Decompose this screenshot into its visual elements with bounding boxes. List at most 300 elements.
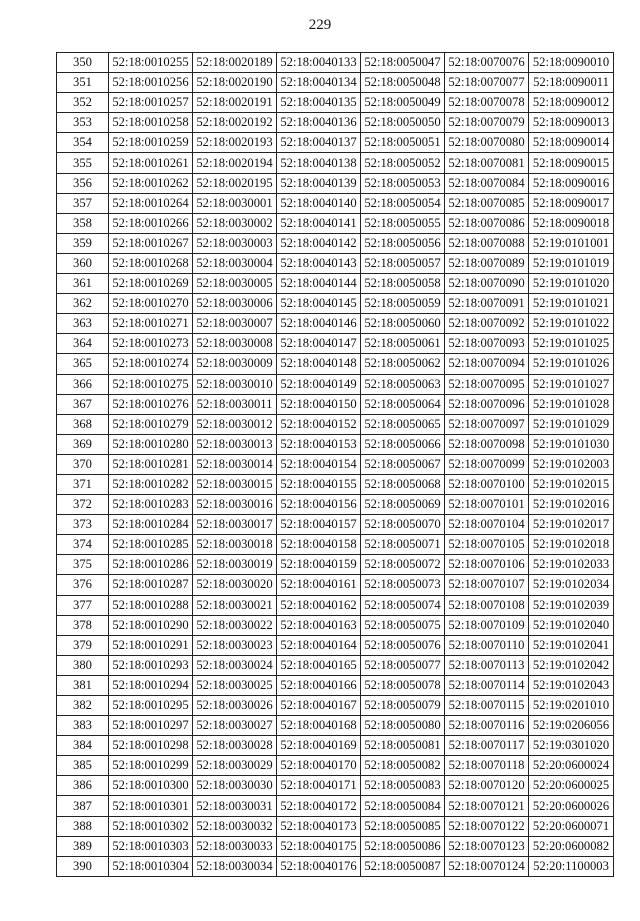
- cadastral-number-cell: 52:18:0030031: [193, 796, 277, 816]
- cadastral-number-cell: 52:18:0030014: [193, 454, 277, 474]
- cadastral-number-cell: 52:18:0030026: [193, 696, 277, 716]
- cadastral-number-cell: 52:18:0030033: [193, 836, 277, 856]
- cadastral-number-cell: 52:18:0040142: [277, 233, 361, 253]
- cadastral-number-cell: 52:18:0070113: [445, 655, 529, 675]
- page-number: 229: [308, 17, 332, 33]
- cadastral-number-cell: 52:18:0010267: [109, 233, 193, 253]
- cadastral-number-cell: 52:18:0070089: [445, 253, 529, 273]
- cadastral-number-cell: 52:18:0010293: [109, 655, 193, 675]
- cadastral-number-cell: 52:18:0070101: [445, 495, 529, 515]
- cadastral-number-cell: 52:18:0040138: [277, 153, 361, 173]
- table-row: [57, 354, 614, 374]
- cadastral-number-cell: 52:18:0040169: [277, 736, 361, 756]
- cadastral-number-cell: 52:18:0010290: [109, 615, 193, 635]
- cadastral-number-cell: 52:18:0010280: [109, 434, 193, 454]
- row-number-cell: 370: [57, 454, 109, 474]
- cadastral-number-cell: 52:18:0050059: [361, 294, 445, 314]
- row-number-cell: 350: [57, 53, 109, 73]
- table-row: [57, 736, 614, 756]
- cadastral-number-cell: 52:18:0050066: [361, 434, 445, 454]
- row-number-cell: 365: [57, 354, 109, 374]
- row-number-cell: 357: [57, 193, 109, 213]
- cadastral-number-cell: 52:18:0010302: [109, 816, 193, 836]
- row-number-cell: 366: [57, 374, 109, 394]
- cadastral-number-cell: 52:19:0101026: [529, 354, 614, 374]
- cadastral-number-cell: 52:18:0050060: [361, 314, 445, 334]
- cadastral-number-cell: 52:18:0070086: [445, 213, 529, 233]
- cadastral-number-cell: 52:18:0040176: [277, 856, 361, 876]
- cadastral-number-cell: 52:18:0020192: [193, 113, 277, 133]
- cadastral-number-cell: 52:18:0050067: [361, 454, 445, 474]
- cadastral-number-cell: 52:18:0070099: [445, 454, 529, 474]
- row-number-cell: 383: [57, 716, 109, 736]
- cadastral-number-cell: 52:18:0010259: [109, 133, 193, 153]
- cadastral-number-cell: 52:18:0040147: [277, 334, 361, 354]
- cadastral-number-cell: 52:18:0040161: [277, 575, 361, 595]
- cadastral-number-cell: 52:18:0010273: [109, 334, 193, 354]
- row-number-cell: 361: [57, 274, 109, 294]
- table-row: [57, 535, 614, 555]
- cadastral-number-cell: 52:20:0600071: [529, 816, 614, 836]
- cadastral-number-cell: 52:18:0050080: [361, 716, 445, 736]
- cadastral-number-cell: 52:18:0010262: [109, 173, 193, 193]
- row-number-cell: 351: [57, 73, 109, 93]
- row-number-cell: 378: [57, 615, 109, 635]
- cadastral-number-cell: 52:20:0600025: [529, 776, 614, 796]
- table-row: [57, 153, 614, 173]
- cadastral-number-cell: 52:18:0030030: [193, 776, 277, 796]
- cadastral-number-cell: 52:18:0070116: [445, 716, 529, 736]
- cadastral-number-cell: 52:18:0030017: [193, 515, 277, 535]
- cadastral-number-cell: 52:18:0040141: [277, 213, 361, 233]
- cadastral-number-cell: 52:18:0030001: [193, 193, 277, 213]
- cadastral-number-cell: 52:18:0020193: [193, 133, 277, 153]
- cadastral-number-cell: 52:18:0040140: [277, 193, 361, 213]
- row-number-cell: 354: [57, 133, 109, 153]
- cadastral-number-cell: 52:18:0070110: [445, 635, 529, 655]
- table-row: [57, 675, 614, 695]
- cadastral-number-cell: 52:18:0070124: [445, 856, 529, 876]
- cadastral-number-cell: 52:19:0102033: [529, 555, 614, 575]
- cadastral-number-cell: 52:18:0020194: [193, 153, 277, 173]
- row-number-cell: 381: [57, 675, 109, 695]
- cadastral-number-cell: 52:18:0010275: [109, 374, 193, 394]
- row-number-cell: 376: [57, 575, 109, 595]
- row-number-cell: 379: [57, 635, 109, 655]
- cadastral-number-cell: 52:18:0050054: [361, 193, 445, 213]
- cadastral-number-cell: 52:20:0600026: [529, 796, 614, 816]
- cadastral-number-cell: 52:18:0040145: [277, 294, 361, 314]
- cadastral-number-cell: 52:18:0070094: [445, 354, 529, 374]
- table-row: [57, 334, 614, 354]
- cadastral-number-cell: 52:18:0070108: [445, 595, 529, 615]
- cadastral-number-cell: 52:18:0050057: [361, 253, 445, 273]
- cadastral-number-cell: 52:18:0030015: [193, 474, 277, 494]
- table-row: [57, 836, 614, 856]
- cadastral-number-cell: 52:18:0010282: [109, 474, 193, 494]
- cadastral-number-cell: 52:18:0020195: [193, 173, 277, 193]
- table-row: [57, 495, 614, 515]
- cadastral-number-cell: 52:18:0090018: [529, 213, 614, 233]
- cadastral-number-cell: 52:18:0070114: [445, 675, 529, 695]
- table-row: [57, 796, 614, 816]
- cadastral-number-cell: 52:18:0030028: [193, 736, 277, 756]
- cadastral-number-cell: 52:18:0010294: [109, 675, 193, 695]
- cadastral-number-cell: 52:18:0030018: [193, 535, 277, 555]
- cadastral-number-cell: 52:18:0040158: [277, 535, 361, 555]
- cadastral-number-cell: 52:18:0040144: [277, 274, 361, 294]
- cadastral-number-cell: 52:18:0030004: [193, 253, 277, 273]
- cadastral-number-cell: 52:18:0050068: [361, 474, 445, 494]
- table-row: [57, 595, 614, 615]
- table-row: [57, 374, 614, 394]
- cadastral-number-cell: 52:18:0050062: [361, 354, 445, 374]
- cadastral-number-cell: 52:18:0040162: [277, 595, 361, 615]
- cadastral-number-cell: 52:20:1100003: [529, 856, 614, 876]
- cadastral-number-cell: 52:18:0040165: [277, 655, 361, 675]
- cadastral-number-cell: 52:18:0050084: [361, 796, 445, 816]
- cadastral-number-cell: 52:18:0030008: [193, 334, 277, 354]
- cadastral-number-cell: 52:18:0010304: [109, 856, 193, 876]
- cadastral-number-cell: 52:18:0070118: [445, 756, 529, 776]
- cadastral-number-cell: 52:18:0020191: [193, 93, 277, 113]
- cadastral-number-cell: 52:18:0030029: [193, 756, 277, 776]
- cadastral-number-cell: 52:18:0070100: [445, 474, 529, 494]
- cadastral-number-cell: 52:18:0050064: [361, 394, 445, 414]
- cadastral-number-cell: 52:18:0090016: [529, 173, 614, 193]
- table-row: [57, 73, 614, 93]
- cadastral-number-cell: 52:18:0040150: [277, 394, 361, 414]
- table-row: [57, 274, 614, 294]
- cadastral-number-cell: 52:18:0030027: [193, 716, 277, 736]
- cadastral-number-cell: 52:18:0050075: [361, 615, 445, 635]
- table-row: [57, 655, 614, 675]
- cadastral-number-cell: 52:18:0010303: [109, 836, 193, 856]
- cadastral-number-cell: 52:18:0030020: [193, 575, 277, 595]
- cadastral-number-cell: 52:18:0030019: [193, 555, 277, 575]
- cadastral-number-cell: 52:18:0050074: [361, 595, 445, 615]
- cadastral-number-cell: 52:18:0070090: [445, 274, 529, 294]
- cadastral-number-cell: 52:18:0030024: [193, 655, 277, 675]
- cadastral-number-cell: 52:19:0102015: [529, 474, 614, 494]
- cadastral-number-cell: 52:18:0090011: [529, 73, 614, 93]
- cadastral-number-cell: 52:18:0030007: [193, 314, 277, 334]
- table-row: [57, 856, 614, 876]
- table-row: [57, 53, 614, 73]
- cadastral-number-cell: 52:18:0030022: [193, 615, 277, 635]
- cadastral-number-cell: 52:18:0050073: [361, 575, 445, 595]
- cadastral-number-cell: 52:18:0010295: [109, 696, 193, 716]
- cadastral-number-cell: 52:18:0050081: [361, 736, 445, 756]
- cadastral-number-cell: 52:20:0600082: [529, 836, 614, 856]
- cadastral-number-cell: 52:18:0030006: [193, 294, 277, 314]
- cadastral-number-cell: 52:18:0040157: [277, 515, 361, 535]
- cadastral-number-cell: 52:18:0070095: [445, 374, 529, 394]
- cadastral-number-cell: 52:18:0040168: [277, 716, 361, 736]
- cadastral-number-cell: 52:18:0040167: [277, 696, 361, 716]
- cadastral-number-cell: 52:18:0030032: [193, 816, 277, 836]
- row-number-cell: 371: [57, 474, 109, 494]
- cadastral-number-cell: 52:18:0050082: [361, 756, 445, 776]
- cadastral-number-cell: 52:18:0050061: [361, 334, 445, 354]
- table-row: [57, 414, 614, 434]
- cadastral-number-cell: 52:18:0030025: [193, 675, 277, 695]
- cadastral-number-cell: 52:18:0070085: [445, 193, 529, 213]
- cadastral-number-cell: 52:18:0070079: [445, 113, 529, 133]
- cadastral-number-cell: 52:18:0040155: [277, 474, 361, 494]
- table-row: [57, 515, 614, 535]
- cadastral-number-cell: 52:18:0040156: [277, 495, 361, 515]
- cadastral-number-cell: 52:18:0070120: [445, 776, 529, 796]
- cadastral-number-cell: 52:19:0101021: [529, 294, 614, 314]
- table-row: [57, 434, 614, 454]
- cadastral-number-cell: 52:19:0102017: [529, 515, 614, 535]
- cadastral-number-cell: 52:18:0070123: [445, 836, 529, 856]
- cadastral-number-cell: 52:18:0040163: [277, 615, 361, 635]
- cadastral-number-cell: 52:18:0010266: [109, 213, 193, 233]
- cadastral-number-cell: 52:18:0040139: [277, 173, 361, 193]
- cadastral-table: [56, 52, 614, 877]
- row-number-cell: 355: [57, 153, 109, 173]
- row-number-cell: 362: [57, 294, 109, 314]
- cadastral-number-cell: 52:18:0050058: [361, 274, 445, 294]
- cadastral-number-cell: 52:18:0050086: [361, 836, 445, 856]
- row-number-cell: 359: [57, 233, 109, 253]
- cadastral-number-cell: 52:18:0010269: [109, 274, 193, 294]
- cadastral-number-cell: 52:18:0070093: [445, 334, 529, 354]
- cadastral-number-cell: 52:18:0050071: [361, 535, 445, 555]
- cadastral-number-cell: 52:18:0050065: [361, 414, 445, 434]
- row-number-cell: 384: [57, 736, 109, 756]
- row-number-cell: 367: [57, 394, 109, 414]
- cadastral-number-cell: 52:18:0010297: [109, 716, 193, 736]
- cadastral-number-cell: 52:18:0010299: [109, 756, 193, 776]
- cadastral-number-cell: 52:19:0102041: [529, 635, 614, 655]
- cadastral-number-cell: 52:18:0040137: [277, 133, 361, 153]
- cadastral-number-cell: 52:18:0010287: [109, 575, 193, 595]
- cadastral-number-cell: 52:19:0101028: [529, 394, 614, 414]
- row-number-cell: 352: [57, 93, 109, 113]
- cadastral-number-cell: 52:19:0101020: [529, 274, 614, 294]
- cadastral-number-cell: 52:18:0040134: [277, 73, 361, 93]
- table-row: [57, 555, 614, 575]
- cadastral-number-cell: 52:18:0070077: [445, 73, 529, 93]
- cadastral-number-cell: 52:18:0040159: [277, 555, 361, 575]
- row-number-cell: 374: [57, 535, 109, 555]
- table-row: [57, 696, 614, 716]
- row-number-cell: 356: [57, 173, 109, 193]
- cadastral-number-cell: 52:18:0040154: [277, 454, 361, 474]
- cadastral-number-cell: 52:19:0102016: [529, 495, 614, 515]
- cadastral-number-cell: 52:18:0090014: [529, 133, 614, 153]
- cadastral-number-cell: 52:19:0101030: [529, 434, 614, 454]
- cadastral-number-cell: 52:18:0010286: [109, 555, 193, 575]
- cadastral-number-cell: 52:18:0010270: [109, 294, 193, 314]
- cadastral-number-cell: 52:18:0030002: [193, 213, 277, 233]
- cadastral-number-cell: 52:18:0050077: [361, 655, 445, 675]
- cadastral-number-cell: 52:18:0010288: [109, 595, 193, 615]
- cadastral-number-cell: 52:18:0040153: [277, 434, 361, 454]
- cadastral-number-cell: 52:18:0040166: [277, 675, 361, 695]
- cadastral-number-cell: 52:18:0040175: [277, 836, 361, 856]
- cadastral-number-cell: 52:18:0030011: [193, 394, 277, 414]
- cadastral-number-cell: 52:18:0070076: [445, 53, 529, 73]
- cadastral-number-cell: 52:19:0201010: [529, 696, 614, 716]
- cadastral-number-cell: 52:18:0090012: [529, 93, 614, 113]
- cadastral-number-cell: 52:18:0040164: [277, 635, 361, 655]
- row-number-cell: 387: [57, 796, 109, 816]
- cadastral-number-cell: 52:18:0040146: [277, 314, 361, 334]
- cadastral-number-cell: 52:18:0090015: [529, 153, 614, 173]
- cadastral-number-cell: 52:18:0050078: [361, 675, 445, 695]
- row-number-cell: 360: [57, 253, 109, 273]
- cadastral-number-cell: 52:18:0050076: [361, 635, 445, 655]
- row-number-cell: 388: [57, 816, 109, 836]
- cadastral-number-cell: 52:18:0030021: [193, 595, 277, 615]
- cadastral-number-cell: 52:18:0040148: [277, 354, 361, 374]
- cadastral-number-cell: 52:18:0040171: [277, 776, 361, 796]
- cadastral-number-cell: 52:18:0070092: [445, 314, 529, 334]
- cadastral-number-cell: 52:19:0102003: [529, 454, 614, 474]
- row-number-cell: 364: [57, 334, 109, 354]
- table-row: [57, 454, 614, 474]
- cadastral-number-cell: 52:18:0010276: [109, 394, 193, 414]
- cadastral-number-cell: 52:18:0010271: [109, 314, 193, 334]
- cadastral-number-cell: 52:19:0102034: [529, 575, 614, 595]
- cadastral-number-cell: 52:18:0010279: [109, 414, 193, 434]
- cadastral-number-cell: 52:18:0050085: [361, 816, 445, 836]
- cadastral-number-cell: 52:19:0102043: [529, 675, 614, 695]
- cadastral-number-cell: 52:18:0070122: [445, 816, 529, 836]
- cadastral-number-cell: 52:18:0050087: [361, 856, 445, 876]
- cadastral-number-cell: 52:18:0090017: [529, 193, 614, 213]
- row-number-cell: 363: [57, 314, 109, 334]
- cadastral-number-cell: 52:18:0050056: [361, 233, 445, 253]
- cadastral-number-cell: 52:18:0010255: [109, 53, 193, 73]
- cadastral-number-cell: 52:19:0102018: [529, 535, 614, 555]
- cadastral-number-cell: 52:19:0102040: [529, 615, 614, 635]
- cadastral-number-cell: 52:18:0030016: [193, 495, 277, 515]
- cadastral-number-cell: 52:18:0010285: [109, 535, 193, 555]
- table-row: [57, 474, 614, 494]
- row-number-cell: 372: [57, 495, 109, 515]
- cadastral-number-cell: 52:18:0010281: [109, 454, 193, 474]
- cadastral-number-cell: 52:18:0040133: [277, 53, 361, 73]
- row-number-cell: 373: [57, 515, 109, 535]
- table-row: [57, 314, 614, 334]
- table-row: [57, 716, 614, 736]
- cadastral-number-cell: 52:19:0101029: [529, 414, 614, 434]
- cadastral-number-cell: 52:18:0010274: [109, 354, 193, 374]
- cadastral-number-cell: 52:18:0040136: [277, 113, 361, 133]
- cadastral-number-cell: 52:18:0050048: [361, 73, 445, 93]
- cadastral-number-cell: 52:18:0030034: [193, 856, 277, 876]
- table-row: [57, 113, 614, 133]
- cadastral-number-cell: 52:18:0030013: [193, 434, 277, 454]
- cadastral-number-cell: 52:18:0040170: [277, 756, 361, 776]
- cadastral-number-cell: 52:18:0010261: [109, 153, 193, 173]
- row-number-cell: 353: [57, 113, 109, 133]
- cadastral-number-cell: 52:18:0010264: [109, 193, 193, 213]
- cadastral-number-cell: 52:18:0010258: [109, 113, 193, 133]
- table-row: [57, 776, 614, 796]
- cadastral-number-cell: 52:18:0070107: [445, 575, 529, 595]
- cadastral-number-cell: 52:18:0070104: [445, 515, 529, 535]
- table-row: [57, 213, 614, 233]
- cadastral-number-cell: 52:18:0050083: [361, 776, 445, 796]
- cadastral-number-cell: 52:18:0050052: [361, 153, 445, 173]
- table-row: [57, 253, 614, 273]
- cadastral-number-cell: 52:18:0040172: [277, 796, 361, 816]
- cadastral-number-cell: 52:20:0600024: [529, 756, 614, 776]
- cadastral-number-cell: 52:18:0070084: [445, 173, 529, 193]
- row-number-cell: 389: [57, 836, 109, 856]
- cadastral-number-cell: 52:18:0050047: [361, 53, 445, 73]
- row-number-cell: 369: [57, 434, 109, 454]
- cadastral-number-cell: 52:18:0030012: [193, 414, 277, 434]
- cadastral-number-cell: 52:18:0050050: [361, 113, 445, 133]
- cadastral-number-cell: 52:19:0101027: [529, 374, 614, 394]
- cadastral-number-cell: 52:18:0070080: [445, 133, 529, 153]
- cadastral-number-cell: 52:19:0102039: [529, 595, 614, 615]
- cadastral-number-cell: 52:18:0040135: [277, 93, 361, 113]
- cadastral-number-cell: 52:18:0010257: [109, 93, 193, 113]
- cadastral-number-cell: 52:18:0030009: [193, 354, 277, 374]
- cadastral-number-cell: 52:18:0040173: [277, 816, 361, 836]
- cadastral-number-cell: 52:18:0070109: [445, 615, 529, 635]
- row-number-cell: 377: [57, 595, 109, 615]
- table-row: [57, 615, 614, 635]
- cadastral-number-cell: 52:18:0010301: [109, 796, 193, 816]
- cadastral-number-cell: 52:18:0070098: [445, 434, 529, 454]
- cadastral-number-cell: 52:18:0030023: [193, 635, 277, 655]
- cadastral-number-cell: 52:19:0102042: [529, 655, 614, 675]
- cadastral-number-cell: 52:18:0070088: [445, 233, 529, 253]
- cadastral-number-cell: 52:18:0050051: [361, 133, 445, 153]
- cadastral-number-cell: 52:18:0030005: [193, 274, 277, 294]
- cadastral-number-cell: 52:18:0070097: [445, 414, 529, 434]
- row-number-cell: 385: [57, 756, 109, 776]
- cadastral-number-cell: 52:18:0040152: [277, 414, 361, 434]
- cadastral-number-cell: 52:18:0050055: [361, 213, 445, 233]
- cadastral-number-cell: 52:19:0101019: [529, 253, 614, 273]
- cadastral-number-cell: 52:18:0090013: [529, 113, 614, 133]
- table-row: [57, 133, 614, 153]
- table-row: [57, 816, 614, 836]
- cadastral-number-cell: 52:18:0040143: [277, 253, 361, 273]
- cadastral-number-cell: 52:18:0020189: [193, 53, 277, 73]
- cadastral-number-cell: 52:18:0050063: [361, 374, 445, 394]
- row-number-cell: 390: [57, 856, 109, 876]
- cadastral-number-cell: 52:18:0070117: [445, 736, 529, 756]
- table-row: [57, 193, 614, 213]
- table-row: [57, 635, 614, 655]
- row-number-cell: 380: [57, 655, 109, 675]
- cadastral-number-cell: 52:19:0101001: [529, 233, 614, 253]
- cadastral-number-cell: 52:19:0101025: [529, 334, 614, 354]
- cadastral-number-cell: 52:18:0030010: [193, 374, 277, 394]
- cadastral-number-cell: 52:18:0010256: [109, 73, 193, 93]
- cadastral-number-cell: 52:18:0070121: [445, 796, 529, 816]
- cadastral-number-cell: 52:18:0050053: [361, 173, 445, 193]
- cadastral-number-cell: 52:18:0030003: [193, 233, 277, 253]
- row-number-cell: 382: [57, 696, 109, 716]
- cadastral-number-cell: 52:18:0070078: [445, 93, 529, 113]
- cadastral-number-cell: 52:18:0070096: [445, 394, 529, 414]
- cadastral-number-cell: 52:18:0020190: [193, 73, 277, 93]
- cadastral-number-cell: 52:18:0070115: [445, 696, 529, 716]
- table-row: [57, 394, 614, 414]
